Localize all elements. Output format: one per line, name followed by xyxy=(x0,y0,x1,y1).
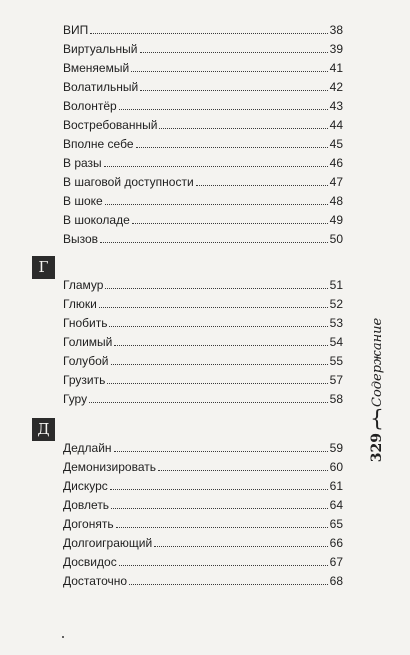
toc-entry xyxy=(63,56,343,75)
entry-page: 55 xyxy=(329,354,343,368)
entry-page: 57 xyxy=(329,373,343,387)
running-header xyxy=(355,310,399,470)
dot-leader xyxy=(116,527,328,528)
dot-leader xyxy=(114,345,327,346)
entry-page: 65 xyxy=(329,517,343,531)
entry-page: 68 xyxy=(329,574,343,588)
entry-page: 47 xyxy=(329,175,343,189)
entry-label: Демонизировать xyxy=(63,460,157,474)
toc-entry xyxy=(63,349,343,368)
entry-page: 67 xyxy=(329,555,343,569)
dot-leader xyxy=(154,546,327,547)
entry-label: В шоколаде xyxy=(63,213,130,227)
toc-entry xyxy=(63,292,343,311)
toc-entry xyxy=(63,151,343,170)
entry-page: 59 xyxy=(329,441,343,455)
entry-page: 44 xyxy=(329,118,343,132)
toc-entry xyxy=(63,330,343,349)
dot-leader xyxy=(196,185,328,186)
brace-glyph: { xyxy=(370,406,384,432)
toc-entry xyxy=(63,94,343,113)
entry-page: 52 xyxy=(329,297,343,311)
entry-page: 64 xyxy=(329,498,343,512)
entry-label: В разы xyxy=(63,156,102,170)
dot-leader xyxy=(105,204,328,205)
toc-entry xyxy=(63,227,343,246)
dot-leader xyxy=(107,383,327,384)
section-letter-d: Д xyxy=(32,418,55,441)
dot-leader xyxy=(111,508,328,509)
entry-label: Виртуальный xyxy=(63,42,138,56)
dot-leader xyxy=(129,584,328,585)
entry-page: 46 xyxy=(329,156,343,170)
toc-entry xyxy=(63,132,343,151)
entry-label: Волатильный xyxy=(63,80,139,94)
entry-label: Долгоиграющий xyxy=(63,536,153,550)
entry-label: Грузить xyxy=(63,373,106,387)
running-header-rotated xyxy=(368,318,386,462)
dot-leader xyxy=(119,109,328,110)
entry-page: 43 xyxy=(329,99,343,113)
dot-leader xyxy=(110,489,328,490)
entry-label: Вменяемый xyxy=(63,61,130,75)
toc-entry xyxy=(63,75,343,94)
entry-label: Догонять xyxy=(63,517,114,531)
entry-label: ВИП xyxy=(63,23,89,37)
toc-entry xyxy=(63,493,343,512)
toc-entry xyxy=(63,18,343,37)
toc-entry xyxy=(63,189,343,208)
toc-entry xyxy=(63,273,343,292)
entry-label: Вызов xyxy=(63,232,99,246)
entry-page: 42 xyxy=(329,80,343,94)
dot-leader xyxy=(140,52,328,53)
entry-page: 53 xyxy=(329,316,343,330)
dot-leader xyxy=(105,288,327,289)
dot-leader xyxy=(136,147,328,148)
entry-page: 49 xyxy=(329,213,343,227)
toc-entry xyxy=(63,512,343,531)
toc-entry xyxy=(63,474,343,493)
dot-leader xyxy=(140,90,327,91)
toc-entry xyxy=(63,550,343,569)
toc-entry xyxy=(63,170,343,189)
dot-leader xyxy=(158,470,328,471)
toc-entry xyxy=(63,113,343,132)
entry-label: Дедлайн xyxy=(63,441,112,455)
dot-leader xyxy=(131,71,327,72)
dot-leader xyxy=(111,364,328,365)
toc-entry xyxy=(63,569,343,588)
entry-label: В шаговой доступности xyxy=(63,175,194,189)
dot-leader xyxy=(159,128,327,129)
entry-page: 41 xyxy=(329,61,343,75)
entry-page: 48 xyxy=(329,194,343,208)
entry-label: Досвидос xyxy=(63,555,117,569)
entry-label: Довлеть xyxy=(63,498,110,512)
toc-entry xyxy=(63,368,343,387)
entry-label: Голубой xyxy=(63,354,109,368)
entry-page: 50 xyxy=(329,232,343,246)
entry-label: Гнобить xyxy=(63,316,108,330)
entry-page: 60 xyxy=(329,460,343,474)
dot-leader xyxy=(109,326,327,327)
entry-page: 58 xyxy=(329,392,343,406)
dot-leader xyxy=(90,33,327,34)
toc-entry xyxy=(63,436,343,455)
toc-entry xyxy=(63,455,343,474)
toc-entry xyxy=(63,208,343,227)
entry-page: 39 xyxy=(329,42,343,56)
dot-leader xyxy=(104,166,328,167)
page-number: 329 xyxy=(369,432,385,463)
entry-page: 61 xyxy=(329,479,343,493)
toc-entry xyxy=(63,311,343,330)
dot-leader xyxy=(89,402,328,403)
entry-page: 54 xyxy=(329,335,343,349)
dot-leader xyxy=(100,242,328,243)
entry-label: Достаточно xyxy=(63,574,128,588)
entry-page: 51 xyxy=(329,278,343,292)
entry-label: В шоке xyxy=(63,194,103,208)
dot-leader xyxy=(99,307,328,308)
toc-entry xyxy=(63,531,343,550)
entry-label: Глюки xyxy=(63,297,97,311)
entry-label: Вполне себе xyxy=(63,137,134,151)
entry-page: 45 xyxy=(329,137,343,151)
toc-entry xyxy=(63,37,343,56)
entry-label: Гламур xyxy=(63,278,104,292)
entry-label: Востребованный xyxy=(63,118,158,132)
toc-entry xyxy=(63,387,343,406)
print-speck xyxy=(62,636,64,638)
entry-label: Гуру xyxy=(63,392,88,406)
entry-label: Волонтёр xyxy=(63,99,117,113)
section-title: Содержание xyxy=(369,317,385,407)
dot-leader xyxy=(114,451,328,452)
dot-leader xyxy=(132,223,328,224)
entry-page: 66 xyxy=(329,536,343,550)
entry-page: 38 xyxy=(329,23,343,37)
entry-label: Дискурс xyxy=(63,479,108,493)
dot-leader xyxy=(119,565,328,566)
section-letter-g: Г xyxy=(32,256,55,279)
entry-label: Голимый xyxy=(63,335,113,349)
